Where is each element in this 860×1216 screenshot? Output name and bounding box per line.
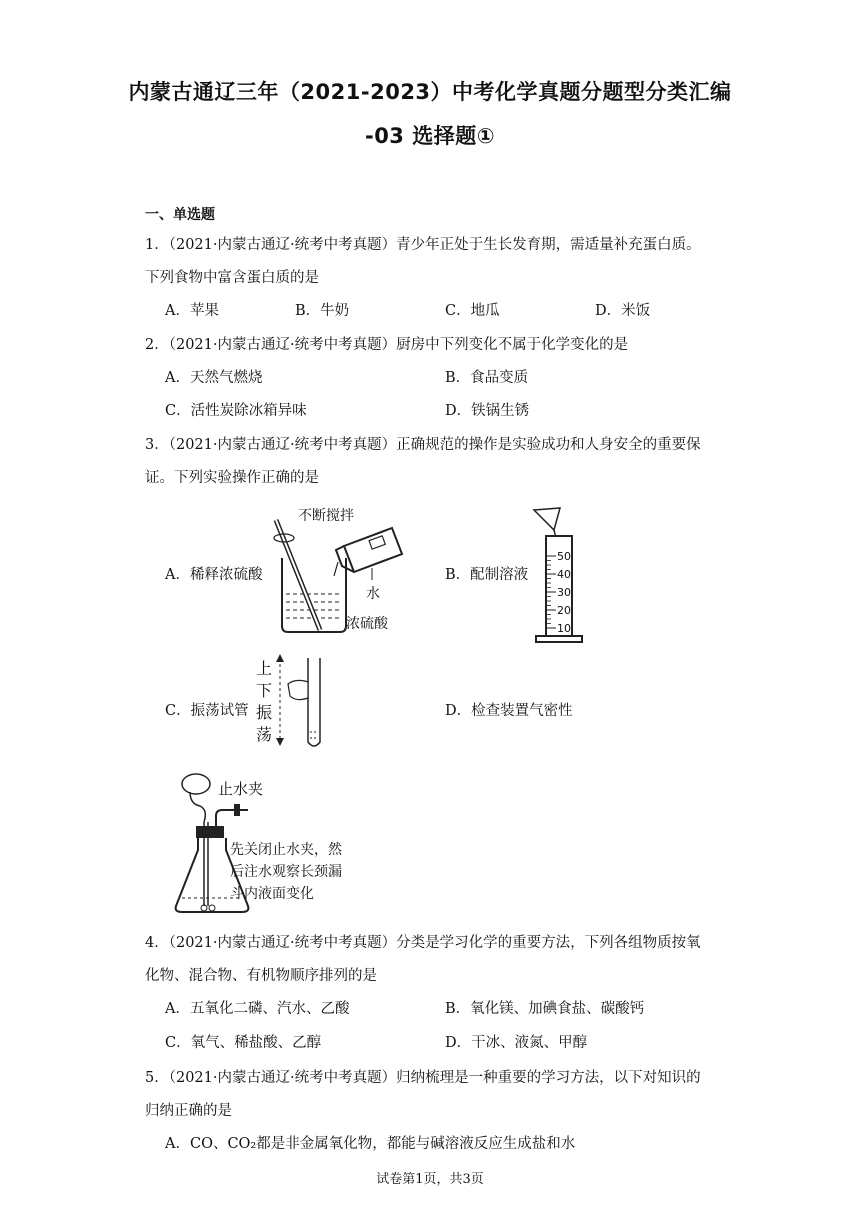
scale-label: 10 [557, 622, 571, 635]
q2-option-b: B．食品变质 [445, 370, 529, 386]
question-1-text: 1．（2021·内蒙古通辽·统考中考真题）青少年正处于生长发育期，需适量补充蛋白质。 [145, 237, 701, 253]
page-footer: 试卷第1页，共3页 [376, 1172, 484, 1187]
label-conc-acid: 浓硫酸 [346, 616, 388, 632]
question-1-text-cont: 下列食物中富含蛋白质的是 [145, 270, 319, 286]
note-line-3: 斗内液面变化 [230, 886, 314, 902]
q2-option-c: C．活性炭除冰箱异味 [165, 403, 307, 419]
shake-char-4: 荡 [256, 725, 273, 744]
label-clamp: 止水夹 [218, 780, 264, 798]
shake-char-2: 下 [256, 681, 273, 700]
question-3-text: 3．（2021·内蒙古通辽·统考中考真题）正确规范的操作是实验成功和人身安全的重要保 [145, 437, 701, 453]
q4-option-a: A．五氧化二磷、汽水、乙酸 [165, 1001, 350, 1017]
note-line-2: 后注水观察长颈漏 [230, 864, 342, 880]
section-heading: 一、单选题 [145, 207, 215, 223]
scale-label: 50 [557, 550, 571, 563]
q3-option-d: D．检查装置气密性 [445, 703, 573, 719]
q5-option-a: A．CO、CO₂都是非金属氧化物，都能与碱溶液反应生成盐和水 [165, 1136, 576, 1152]
figure-airtight-check [170, 770, 380, 920]
q1-option-d: D．米饭 [595, 303, 651, 319]
page-subtitle: -03 选择题① [364, 124, 496, 148]
page-title: 内蒙古通辽三年（2021-2023）中考化学真题分题型分类汇编 [128, 80, 732, 104]
q1-option-a: A．苹果 [165, 303, 219, 319]
figure-dilute-acid [262, 506, 412, 638]
q1-option-c: C．地瓜 [445, 303, 500, 319]
figure-shake-tube [252, 654, 328, 754]
question-5-text-cont: 归纳正确的是 [145, 1103, 232, 1119]
q3-option-b: B．配制溶液 [445, 567, 529, 583]
shake-char-3: 振 [256, 703, 273, 722]
q3-option-c: C．振荡试管 [165, 703, 249, 719]
shake-char-1: 上 [256, 659, 273, 678]
label-water: 水 [366, 586, 380, 602]
q4-option-d: D．干冰、液氮、甲醇 [445, 1035, 588, 1051]
scale-label: 30 [557, 586, 571, 599]
q3-option-a: A．稀释浓硫酸 [165, 567, 263, 583]
q2-option-d: D．铁锅生锈 [445, 403, 530, 419]
q4-option-b: B．氧化镁、加碘食盐、碳酸钙 [445, 1001, 645, 1017]
q2-option-a: A．天然气燃烧 [165, 370, 263, 386]
question-4-text-cont: 化物、混合物、有机物顺序排列的是 [145, 968, 377, 984]
note-line-1: 先关闭止水夹，然 [230, 842, 342, 858]
question-5-text: 5．（2021·内蒙古通辽·统考中考真题）归纳梳理是一种重要的学习方法，以下对知识的 [145, 1070, 701, 1086]
scale-label: 20 [557, 604, 571, 617]
figure-measuring-cylinder [520, 504, 590, 646]
question-4-text: 4．（2021·内蒙古通辽·统考中考真题）分类是学习化学的重要方法，下列各组物质按氧 [145, 935, 701, 951]
question-3-text-cont: 证。下列实验操作正确的是 [145, 470, 319, 486]
scale-label: 40 [557, 568, 571, 581]
question-2-text: 2．（2021·内蒙古通辽·统考中考真题）厨房中下列变化不属于化学变化的是 [145, 337, 629, 353]
label-stir: 不断搅拌 [298, 508, 354, 524]
q1-option-b: B．牛奶 [295, 303, 350, 319]
q4-option-c: C．氧气、稀盐酸、乙醇 [165, 1035, 322, 1051]
